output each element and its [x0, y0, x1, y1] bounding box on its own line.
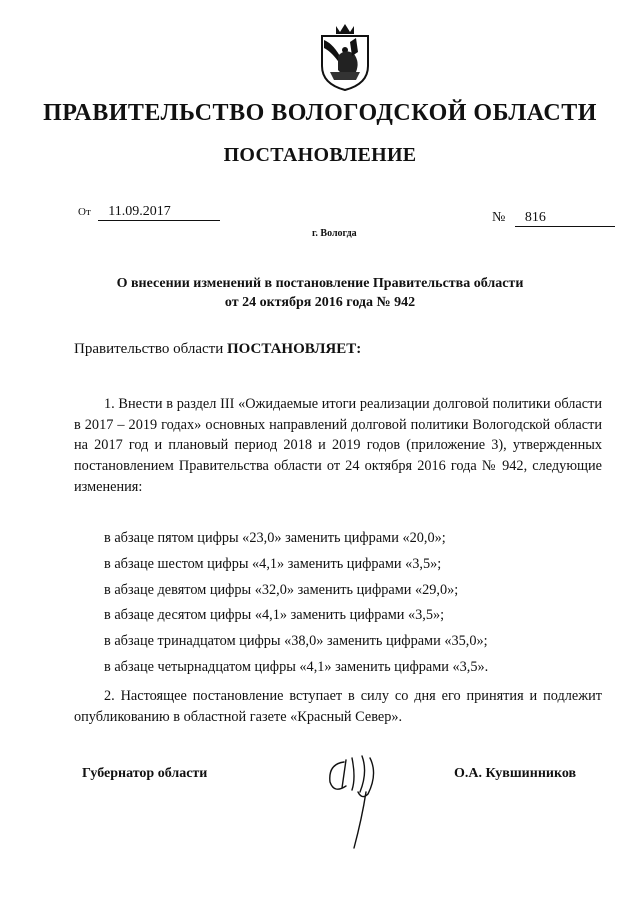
amendment-list — [104, 526, 488, 681]
paragraph-1: 1. Внести в раздел III «Ожидаемые итоги реализации долговой политики области в 2017 – 2019 годах» основных направлений долговой политики Вологодской области на 2017 год и плановый период 2018 и 2019 годов (приложение 3), утвержденных постановлением Правительства области от 24 октября 2016 года № 942, следующие изменения: — [74, 396, 602, 495]
paragraph-2: 2. Настоящее постановление вступает в силу со дня его принятия и подлежит опубликованию в областной газете «Красный Север». — [74, 688, 602, 725]
city-label: г. Вологда — [312, 228, 357, 239]
list-item: в абзаце тринадцатом цифры «38,0» заменить цифрами «35,0»; — [104, 633, 488, 650]
list-item: в абзаце девятом цифры «32,0» заменить цифрами «29,0»; — [104, 581, 459, 598]
document-number: 816 — [515, 210, 615, 227]
document-subject — [0, 274, 640, 312]
decree-lead: Правительство области — [74, 341, 224, 357]
list-item: в абзаце шестом цифры «4,1» заменить цифрами «3,5»; — [104, 555, 442, 572]
subject-line-1: О внесении изменений в постановление Правительства области — [116, 276, 524, 291]
signatory-name: О.А. Кувшинников — [454, 766, 577, 781]
decree-keyword: ПОСТАНОВЛЯЕТ: — [226, 341, 362, 357]
document-type: ПОСТАНОВЛЕНИЕ — [223, 144, 417, 166]
signatory-position: Губернатор области — [82, 766, 208, 781]
government-title: ПРАВИТЕЛЬСТВО ВОЛОГОДСКОЙ ОБЛАСТИ — [43, 100, 597, 126]
document-date: 11.09.2017 — [98, 204, 220, 221]
coat-of-arms-icon — [316, 22, 374, 92]
decree-line — [74, 341, 361, 358]
number-prefix: № — [492, 210, 506, 225]
number-line — [492, 210, 615, 227]
subject-line-2: от 24 октября 2016 года № 942 — [224, 295, 416, 310]
list-item: в абзаце десятом цифры «4,1» заменить цифрами «3,5»; — [104, 607, 445, 624]
signature-icon — [322, 748, 392, 858]
list-item: в абзаце четырнадцатом цифры «4,1» заменить цифрами «3,5». — [104, 658, 489, 675]
date-prefix: От — [78, 206, 91, 218]
date-line — [78, 204, 220, 221]
list-item: в абзаце пятом цифры «23,0» заменить цифрами «20,0»; — [104, 530, 446, 546]
